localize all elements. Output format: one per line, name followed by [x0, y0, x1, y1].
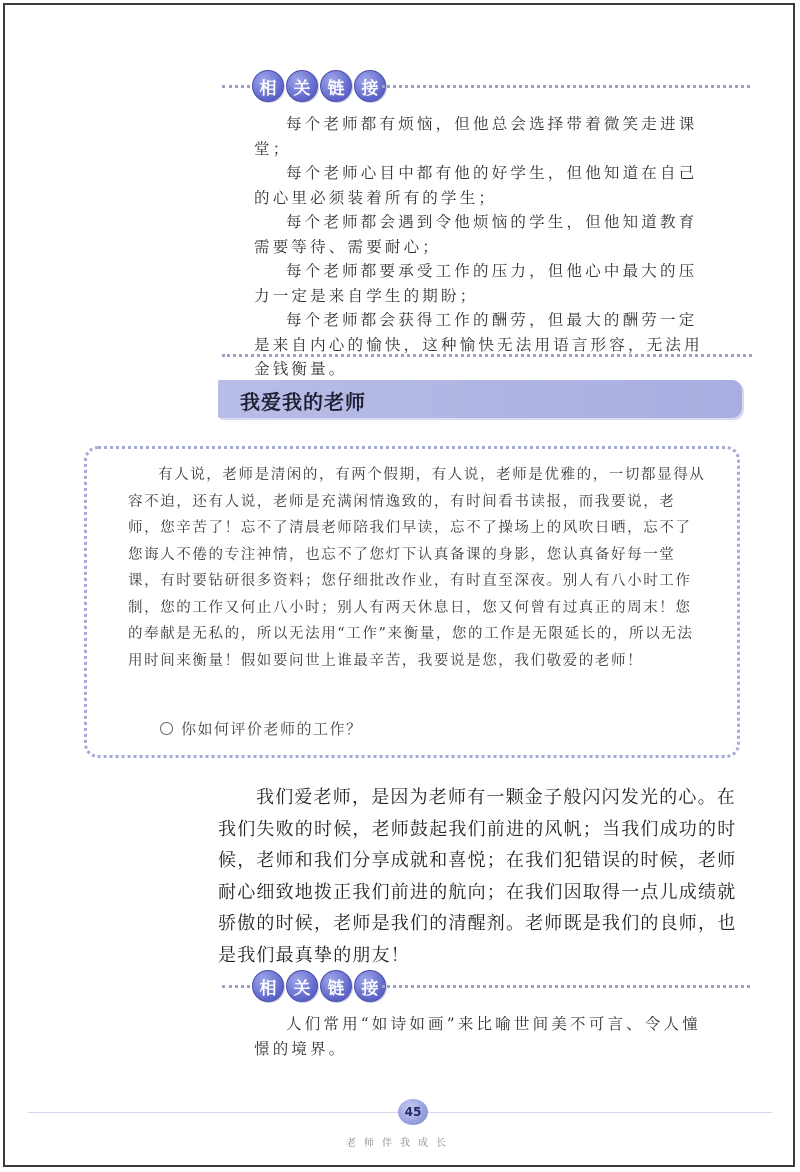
dotted-divider — [222, 985, 250, 988]
link-paragraph: 每个老师心目中都有他的好学生，但他知道在自己的心里必须装着所有的学生； — [254, 164, 698, 207]
badge-char: 链 — [320, 70, 352, 102]
discussion-question — [160, 718, 363, 739]
section-banner — [218, 380, 742, 418]
quote-text: 有人说，老师是清闲的，有两个假期，有人说，老师是优雅的，一切都显得从容不迫，还有人说，老师是充满闲情逸致的，有时间看书读报，而我要说，老师，您辛苦了！忘不了清晨老师陪我们早读，忘不了操场上的风吹日晒，忘不了您诲人不倦的专注神情，也忘不了您灯下认真备课的身影，您认真备好每一堂课，有时要钻研很多资料；您仔细批改作业，有时直至深夜。别人有八小时工作制，您的工作又何止八小时；别人有两天休息日，您又何曾有过真正的周末！您的奉献是无私的，所以无法用“工作”来衡量，您的工作是无限延长的，所以无法用时间来衡量！假如要问世上谁最辛苦，我要说是您，我们敬爱的老师！ — [128, 467, 706, 669]
question-text: 你如何评价老师的工作？ — [181, 720, 363, 738]
related-link-badges — [252, 70, 386, 102]
badge-char: 链 — [320, 970, 352, 1002]
circle-bullet-icon — [160, 722, 173, 735]
link-paragraph: 每个老师都会获得工作的酬劳，但最大的酬劳一定是来自内心的愉快，这种愉快无法用语言形容，无法用金钱衡量。 — [254, 311, 703, 378]
page-number: 45 — [398, 1099, 428, 1125]
footer-book-title: 老师伴我成长 — [346, 1138, 454, 1149]
badge-char: 关 — [286, 970, 318, 1002]
badge-char: 接 — [354, 970, 386, 1002]
section-title: 我爱我的老师 — [240, 390, 366, 414]
link-paragraph: 人们常用“如诗如画”来比喻世间美不可言、令人憧憬的境界。 — [254, 1015, 701, 1058]
dotted-separator — [222, 354, 752, 357]
dotted-divider — [382, 85, 750, 88]
related-link-header-top — [222, 70, 750, 102]
related-link-badges — [252, 970, 386, 1002]
link-paragraph: 每个老师都要承受工作的压力，但他心中最大的压力一定是来自学生的期盼； — [254, 262, 698, 305]
main-paragraph: 我们爱老师，是因为老师有一颗金子般闪闪发光的心。在我们失败的时候，老师鼓起我们前进的风帆；当我们成功的时候，老师和我们分享成就和喜悦；在我们犯错误的时候，老师耐心细致地拨正我们前进的航向；在我们因取得一点儿成绩就骄傲的时候，老师是我们的清醒剂。老师既是我们的良师，也是我们最真挚的朋友！ — [218, 787, 737, 966]
link-paragraph: 每个老师都会遇到令他烦恼的学生，但他知道教育需要等待、需要耐心； — [254, 213, 698, 256]
badge-char: 接 — [354, 70, 386, 102]
link-paragraph: 每个老师都有烦恼，但他总会选择带着微笑走进课堂； — [254, 115, 698, 158]
related-link-header-bottom — [222, 970, 750, 1002]
badge-char: 相 — [252, 70, 284, 102]
dotted-divider — [222, 85, 250, 88]
dotted-divider — [382, 985, 750, 988]
badge-char: 关 — [286, 70, 318, 102]
badge-char: 相 — [252, 970, 284, 1002]
related-link-text-top — [254, 112, 714, 382]
related-link-text-bottom — [254, 1012, 714, 1061]
